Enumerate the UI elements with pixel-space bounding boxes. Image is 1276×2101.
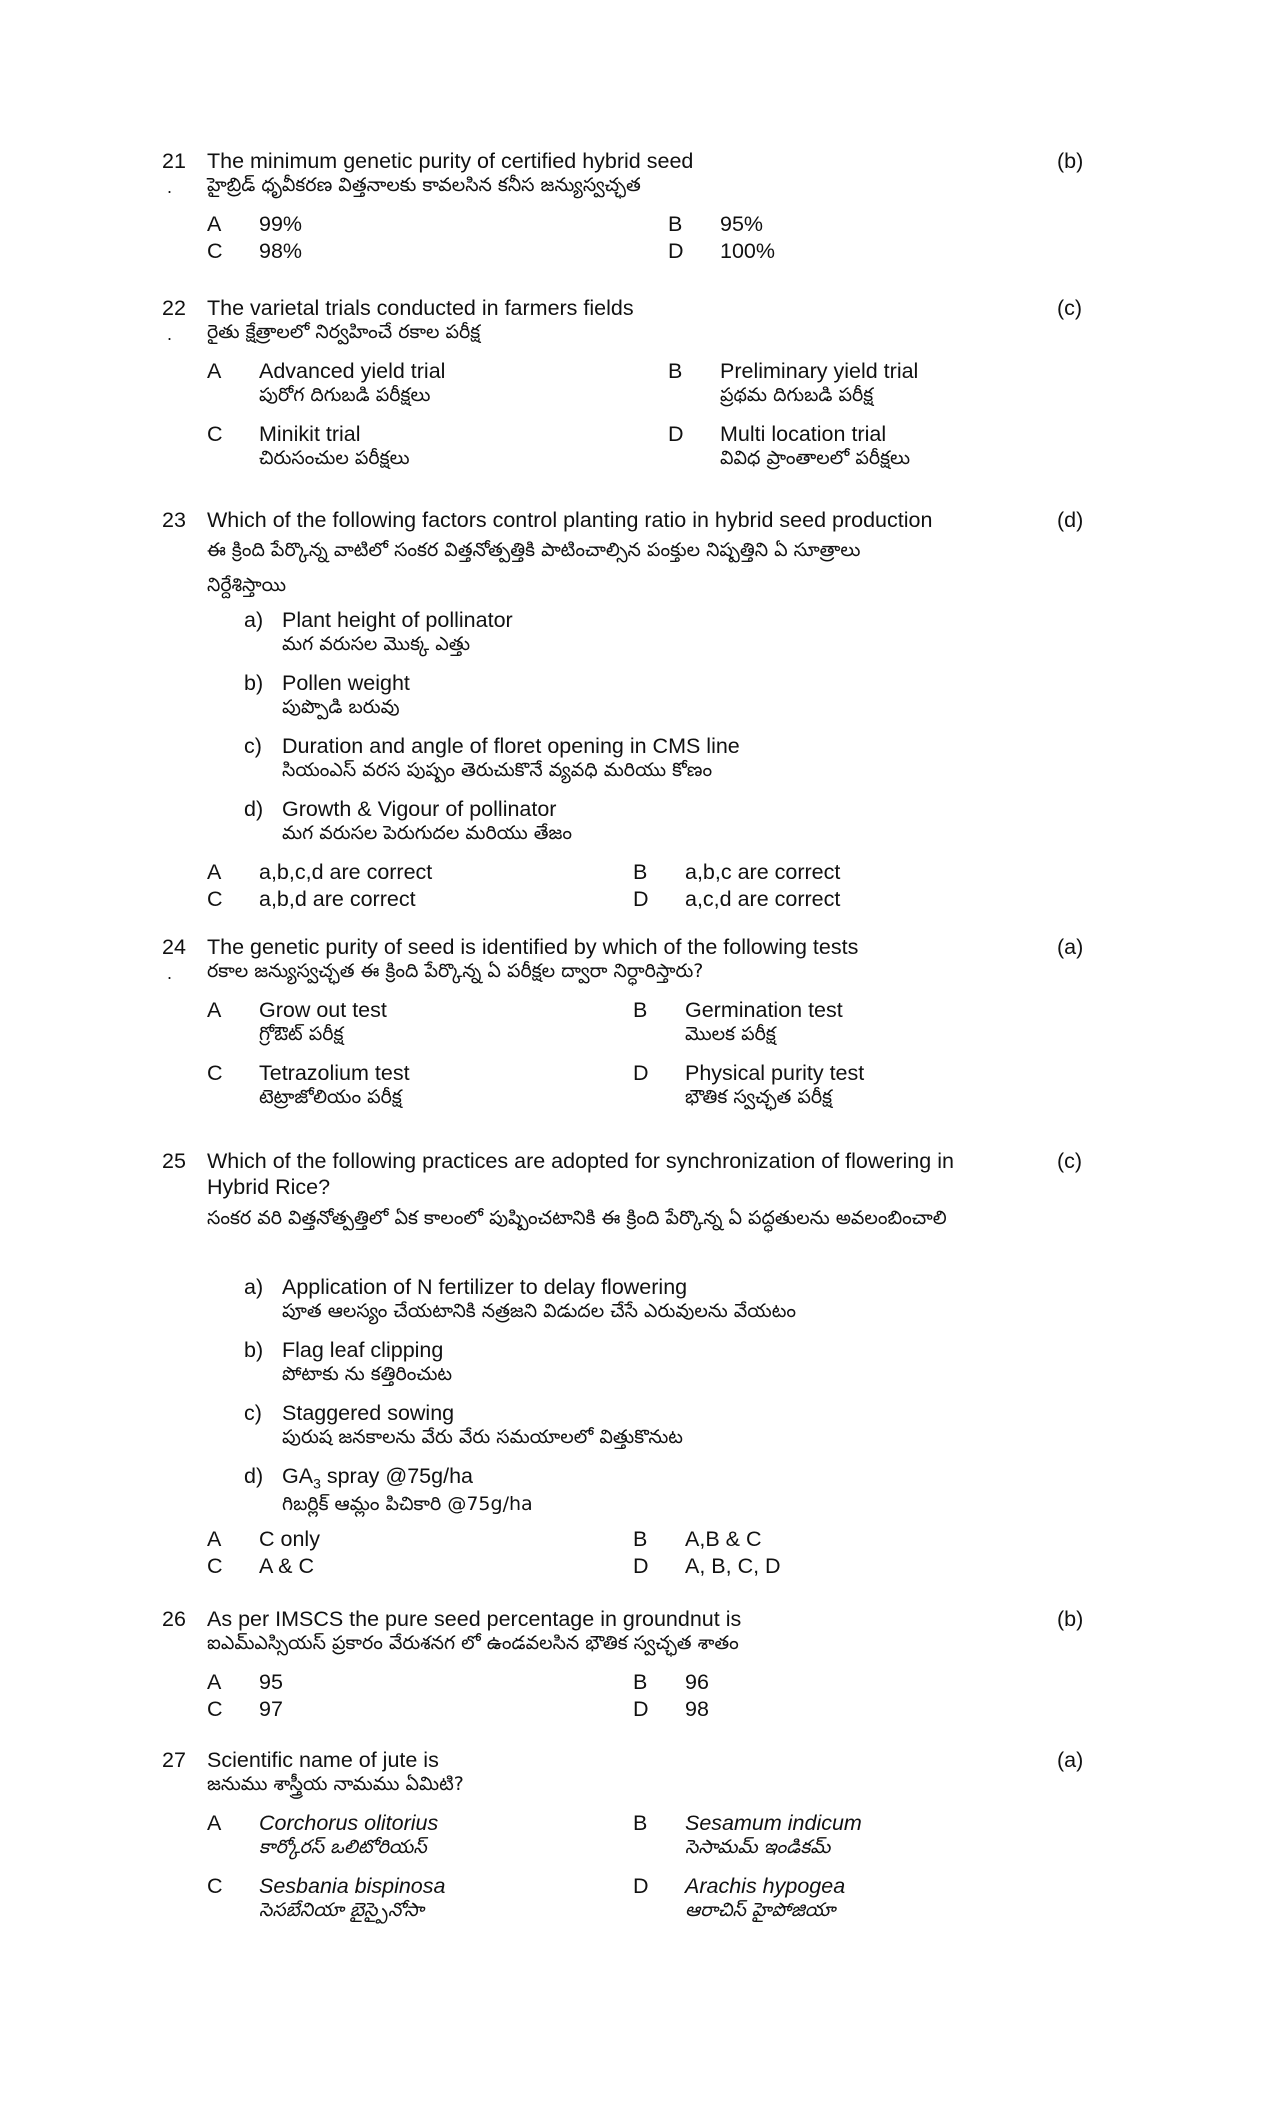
question-number: 22 <box>162 296 186 320</box>
option-letter: A <box>207 1670 222 1694</box>
subitem-text-en: Growth & Vigour of pollinator <box>282 797 557 821</box>
option-text-telugu: ఆరాచిస్ హైపోజియా <box>685 1899 836 1922</box>
subitem-text-en: Application of N fertilizer to delay flowering <box>282 1275 688 1299</box>
option-text-en: Germination test <box>685 998 843 1022</box>
subitem-text-telugu: గిబర్లిక్ ఆమ్లం పిచికారి @75g/ha <box>282 1492 533 1515</box>
option-text <box>720 421 910 471</box>
option-letter: B <box>633 860 648 884</box>
option-text-telugu: పురోగ దిగుబడి పరీక్షలు <box>259 384 431 407</box>
option-letter: C <box>207 1874 223 1898</box>
option-text: a,b,c,d are correct <box>259 860 433 884</box>
subitem-label: d) <box>244 797 264 821</box>
question-stem <box>207 1148 1022 1235</box>
question-number: 25 <box>162 1149 186 1173</box>
option-text: 96 <box>685 1670 709 1694</box>
question-text-telugu: జనుము శాస్త్రీయ నామము ఏమిటి? <box>207 1773 464 1796</box>
option-letter: D <box>668 239 684 263</box>
question-text: The varietal trials conducted in farmers fields <box>207 296 634 320</box>
option-letter: D <box>633 887 649 911</box>
option-text-en: Arachis hypogea <box>685 1874 846 1898</box>
question-number: 24 <box>162 935 186 959</box>
option-letter: D <box>633 1874 649 1898</box>
option-text-telugu: సెసామమ్ ఇండికమ్ <box>685 1836 831 1859</box>
option-text: 100% <box>720 239 775 263</box>
option-text: a,c,d are correct <box>685 887 841 911</box>
option-letter: B <box>633 1670 648 1694</box>
option-text-telugu: భౌతిక స్వచ్ఛత పరీక్ష <box>685 1086 833 1109</box>
option-text: 98% <box>259 239 303 263</box>
subitem-text-telugu: మగ వరుసల మొక్క ఎత్తు <box>282 633 471 656</box>
question-stem <box>207 1606 1022 1656</box>
subitem-text-telugu: పోటాకు ను కత్తిరించుట <box>282 1363 453 1386</box>
option-text: A & C <box>259 1554 314 1578</box>
option-text-en: Physical purity test <box>685 1061 865 1085</box>
option-text-en: Sesamum indicum <box>685 1811 862 1835</box>
option-letter: C <box>207 887 223 911</box>
question-text: Which of the following practices are adopted for synchronization of flowering in Hybrid Rice? <box>207 1149 954 1200</box>
subitem-text-en: Staggered sowing <box>282 1401 455 1425</box>
question-text: As per IMSCS the pure seed percentage in groundnut is <box>207 1607 742 1631</box>
subitem-text-en: Pollen weight <box>282 671 410 695</box>
answer-key: (a) <box>1057 1748 1084 1772</box>
option-letter: A <box>207 1811 222 1835</box>
question-text-telugu: ఈ క్రింది పేర్కొన్న వాటిలో సంకర విత్తనోత్పత్తికి పాటించాల్సిన పంక్తుల నిష్పత్తిని ఏ సూత్రాలు నిర్దేశిస్తాయి <box>207 539 861 596</box>
option-letter: A <box>207 1527 222 1551</box>
option-letter: A <box>207 860 222 884</box>
question-text-telugu: సంకర వరి విత్తనోత్పత్తిలో ఏక కాలంలో పుష్పించటానికి ఈ క్రింది పేర్కొన్న ఏ పద్ధతులను అవలంబించాలి <box>207 1206 947 1229</box>
answer-key: (c) <box>1057 1149 1083 1173</box>
answer-key: (b) <box>1057 149 1084 173</box>
subitem-label: d) <box>244 1464 264 1488</box>
question-number-dot: . <box>167 177 173 197</box>
subitem-label: b) <box>244 671 264 695</box>
option-text-telugu: కార్కోరస్ ఒలిటోరియస్ <box>259 1836 427 1859</box>
subitem-text-en: Plant height of pollinator <box>282 608 513 632</box>
option-letter: D <box>633 1697 649 1721</box>
question-stem <box>207 148 1022 198</box>
option-text: A, B, C, D <box>685 1554 781 1578</box>
option-letter: C <box>207 422 223 446</box>
option-text <box>259 421 410 471</box>
question-number-dot: . <box>167 963 173 983</box>
option-text <box>259 997 387 1047</box>
ga-text: GA <box>282 1464 314 1488</box>
option-text: 97 <box>259 1697 283 1721</box>
subitem-text-telugu: పురుష జనకాలను వేరు వేరు సమయాలలో విత్తుకొనుట <box>282 1426 683 1449</box>
option-text-en: Sesbania bispinosa <box>259 1874 446 1898</box>
option-text: 95 <box>259 1670 283 1694</box>
subitem-text <box>282 607 513 657</box>
answer-key: (d) <box>1057 508 1084 532</box>
option-letter: B <box>668 359 683 383</box>
question-number: 23 <box>162 508 186 532</box>
option-text <box>685 1060 864 1110</box>
answer-key: (a) <box>1057 935 1084 959</box>
option-letter: C <box>207 1061 223 1085</box>
subitem-label: a) <box>244 608 264 632</box>
subitem-text-en <box>282 1464 473 1492</box>
option-text <box>259 1060 410 1110</box>
question-number: 26 <box>162 1607 186 1631</box>
option-letter: C <box>207 1697 223 1721</box>
option-text-telugu: ప్రథమ దిగుబడి పరీక్ష <box>720 384 874 407</box>
option-text-en: Tetrazolium test <box>259 1061 410 1085</box>
subitem-text <box>282 1274 796 1324</box>
question-text-telugu: రకాల జన్యుస్వచ్ఛత ఈ క్రింది పేర్కొన్న ఏ పరీక్షల ద్వారా నిర్ధారిస్తారు? <box>207 960 704 983</box>
option-letter: C <box>207 239 223 263</box>
question-text: The genetic purity of seed is identified by which of the following tests <box>207 935 859 959</box>
question-text: Scientific name of jute is <box>207 1748 439 1772</box>
answer-key: (c) <box>1057 296 1083 320</box>
question-number-dot: . <box>167 324 173 344</box>
subitem-text <box>282 1400 683 1450</box>
subitem-text-en: Flag leaf clipping <box>282 1338 444 1362</box>
option-text-telugu: చిరుసంచుల పరీక్షలు <box>259 447 410 470</box>
option-text <box>259 1873 445 1923</box>
question-text: Which of the following factors control planting ratio in hybrid seed production <box>207 508 933 532</box>
option-text: A,B & C <box>685 1527 762 1551</box>
option-letter: D <box>633 1554 649 1578</box>
question-stem <box>207 934 1022 984</box>
option-text: 95% <box>720 212 764 236</box>
subitem-text-en: Duration and angle of floret opening in CMS line <box>282 734 740 758</box>
question-number: 21 <box>162 149 186 173</box>
subitem-text-telugu: సియంఎస్ వరస పుష్పం తెరుచుకొనే వ్యవధి మరియు కోణం <box>282 759 713 782</box>
subitem-label: c) <box>244 734 262 758</box>
ga-subscript: 3 <box>313 1475 321 1492</box>
option-letter: A <box>207 359 222 383</box>
option-text-telugu: మొలక పరీక్ష <box>685 1023 776 1046</box>
option-text <box>685 1810 862 1860</box>
option-text <box>259 358 445 408</box>
question-stem <box>207 295 1022 345</box>
option-letter: B <box>668 212 683 236</box>
option-text-en: Grow out test <box>259 998 387 1022</box>
option-text-en: Multi location trial <box>720 422 887 446</box>
subitem-label: b) <box>244 1338 264 1362</box>
question-number: 27 <box>162 1748 186 1772</box>
subitem-text <box>282 1463 533 1516</box>
option-text-telugu: సెసబేనియా బైస్పైనోసా <box>259 1899 424 1922</box>
subitem-label: c) <box>244 1401 262 1425</box>
question-text: The minimum genetic purity of certified hybrid seed <box>207 149 694 173</box>
option-letter: D <box>668 422 684 446</box>
option-text-telugu: గ్రోఔట్ పరీక్ష <box>259 1023 344 1046</box>
option-text-en: Corchorus olitorius <box>259 1811 439 1835</box>
option-text <box>720 358 918 408</box>
subitem-text-telugu: మగ వరుసల పెరుగుదల మరియు తేజం <box>282 822 573 845</box>
option-letter: B <box>633 1527 648 1551</box>
subitem-text <box>282 670 410 720</box>
subitem-text-telugu: పుప్పొడి బరువు <box>282 696 400 719</box>
option-text-en: Advanced yield trial <box>259 359 446 383</box>
option-text <box>685 997 843 1047</box>
option-text <box>259 1810 438 1860</box>
answer-key: (b) <box>1057 1607 1084 1631</box>
option-text-en: Minikit trial <box>259 422 361 446</box>
option-text-en: Preliminary yield trial <box>720 359 919 383</box>
question-stem <box>207 507 1022 602</box>
option-text: a,b,c are correct <box>685 860 841 884</box>
spray-text: spray @75g/ha <box>320 1464 473 1488</box>
option-text: C only <box>259 1527 320 1551</box>
option-text: a,b,d are correct <box>259 887 416 911</box>
question-text-telugu: రైతు క్షేత్రాలలో నిర్వహించే రకాల పరీక్ష <box>207 321 481 344</box>
question-stem <box>207 1747 1022 1797</box>
option-text <box>685 1873 845 1923</box>
question-text-telugu: ఐఎమ్ఎస్సియస్ ప్రకారం వేరుశనగ లో ఉండవలసిన భౌతిక స్వచ్ఛత శాతం <box>207 1632 739 1655</box>
option-letter: A <box>207 212 222 236</box>
subitem-text <box>282 1337 452 1387</box>
option-text: 98 <box>685 1697 709 1721</box>
option-letter: B <box>633 1811 648 1835</box>
option-letter: C <box>207 1554 223 1578</box>
option-letter: D <box>633 1061 649 1085</box>
option-text-telugu: టెట్రాజోలియం పరీక్ష <box>259 1086 402 1109</box>
subitem-label: a) <box>244 1275 264 1299</box>
option-text: 99% <box>259 212 303 236</box>
option-letter: A <box>207 998 222 1022</box>
option-letter: B <box>633 998 648 1022</box>
subitem-text <box>282 733 740 783</box>
option-text-telugu: వివిధ ప్రాంతాలలో పరీక్షలు <box>720 447 911 470</box>
question-text-telugu: హైబ్రిడ్ ధృవీకరణ విత్తనాలకు కావలసిన కనీస జన్యుస్వచ్ఛత <box>207 174 641 197</box>
subitem-text-telugu: పూత ఆలస్యం చేయటానికి నత్రజని విడుదల చేసే ఎరువులను వేయటం <box>282 1300 797 1323</box>
subitem-text <box>282 796 572 846</box>
